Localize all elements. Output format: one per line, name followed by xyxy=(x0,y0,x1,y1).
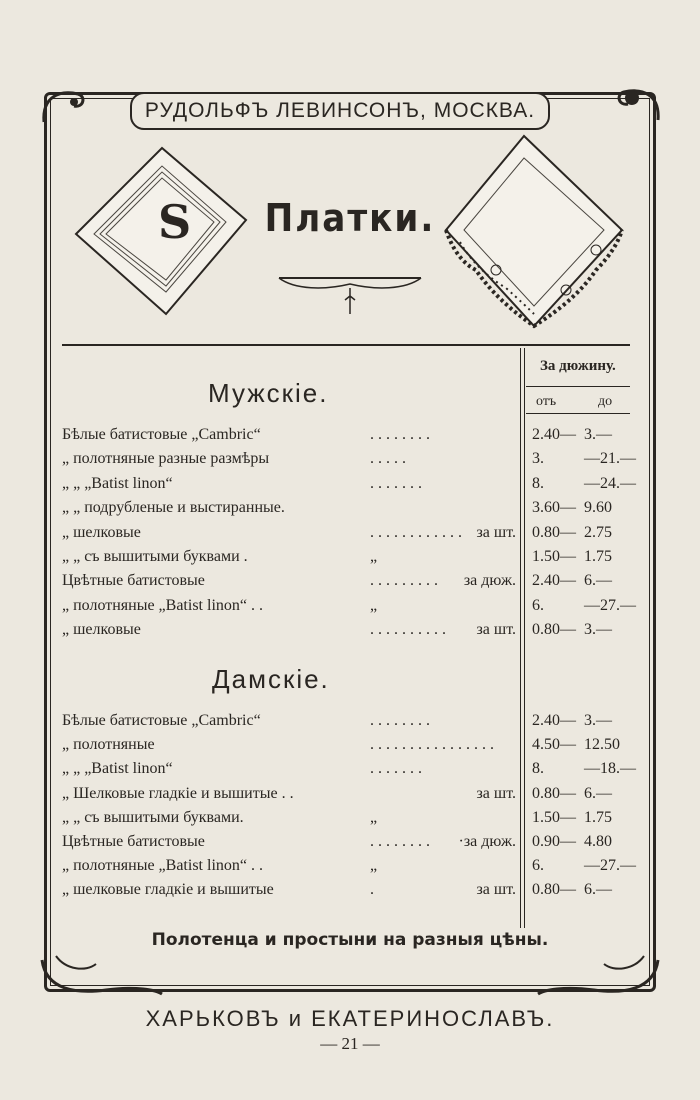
list-item xyxy=(62,548,518,570)
item-description: „ „ съ вышитыми буквами. xyxy=(62,809,244,826)
price-from: 2.40— xyxy=(532,426,576,443)
item-description: „ полотняные „Batist linon“ . . xyxy=(62,597,263,614)
list-item xyxy=(62,736,518,758)
list-item xyxy=(62,597,518,619)
item-description: „ шелковые гладкіе и вышитые xyxy=(62,881,274,898)
section-heading-women: Дамскіе. xyxy=(212,664,330,694)
price-from: 8. xyxy=(532,475,544,492)
price-from-heading: отъ xyxy=(536,394,557,409)
price-from: 6. xyxy=(532,597,544,614)
item-description: „ шелковые xyxy=(62,524,141,541)
price-subheading-rule-top xyxy=(526,386,630,387)
item-description: „ полотняные разные размѣры xyxy=(62,450,270,467)
item-unit: за шт. xyxy=(476,524,516,541)
item-leader-dots: . . . . . . . . . xyxy=(370,572,438,589)
item-description: „ полотняные xyxy=(62,736,155,753)
list-item xyxy=(62,833,518,855)
footer-note: Полотенца и простыни на разныя цѣны. xyxy=(151,930,549,950)
item-description: „ Шелковые гладкіе и вышитые . . xyxy=(62,785,294,802)
corner-flourish-bottom-right-icon xyxy=(534,950,664,1000)
list-item xyxy=(62,426,518,448)
list-item xyxy=(62,621,518,643)
corner-flourish-top-left-icon xyxy=(40,86,90,126)
price-to: 1.75 xyxy=(584,809,612,826)
price-to: 12.50 xyxy=(584,736,620,753)
price-column-rule-inner xyxy=(524,348,525,928)
item-leader-dots: . . . . . . . . . . . . xyxy=(370,524,462,541)
item-leader-dots: „ xyxy=(370,857,378,874)
item-leader-dots: . . . . . . . . . . xyxy=(370,621,446,638)
item-unit: за шт. xyxy=(476,881,516,898)
item-leader-dots: . . . . . . . . xyxy=(370,833,430,850)
page-title: Платки. xyxy=(264,196,436,240)
item-description: „ „ съ вышитыми буквами . xyxy=(62,548,248,565)
price-to: —18.— xyxy=(584,760,636,777)
list-item xyxy=(62,475,518,497)
price-to-heading: до xyxy=(598,394,613,409)
list-item xyxy=(62,450,518,472)
item-unit: ·за дюж. xyxy=(458,833,516,850)
item-leader-dots: . . . . . . . . xyxy=(370,426,430,443)
price-to: 3.— xyxy=(584,426,612,443)
price-to: —27.— xyxy=(584,857,636,874)
price-column-rule xyxy=(520,348,521,928)
page-number: — 21 — xyxy=(320,1034,380,1053)
lace-handkerchief-icon xyxy=(436,130,632,334)
item-leader-dots: „ xyxy=(370,597,378,614)
item-description: „ полотняные „Batist linon“ . . xyxy=(62,857,263,874)
item-description: Бѣлые батистовые „Cambric“ xyxy=(62,712,261,729)
item-description: Цвѣтные батистовые xyxy=(62,572,205,589)
price-from: 8. xyxy=(532,760,544,777)
list-item xyxy=(62,760,518,782)
price-from: 6. xyxy=(532,857,544,874)
price-to: 6.— xyxy=(584,881,612,898)
company-header xyxy=(130,92,550,130)
corner-flourish-top-right-icon xyxy=(612,84,662,124)
item-description: „ „ „Batist linon“ xyxy=(62,475,173,492)
price-column-heading: За дюжину. xyxy=(540,358,616,374)
item-description: „ „ подрубленые и выстиранные. xyxy=(62,499,285,516)
price-to: —27.— xyxy=(584,597,636,614)
price-to: 1.75 xyxy=(584,548,612,565)
item-leader-dots: „ xyxy=(370,809,378,826)
list-item xyxy=(62,809,518,831)
price-from: 2.40— xyxy=(532,572,576,589)
item-leader-dots: . . . . . . . . xyxy=(370,712,430,729)
price-to: 6.— xyxy=(584,572,612,589)
item-leader-dots: . . . . . . . xyxy=(370,475,422,492)
item-leader-dots: . . . . . xyxy=(370,450,406,467)
list-item xyxy=(62,524,518,546)
item-description: „ шелковые xyxy=(62,621,141,638)
list-item xyxy=(62,881,518,903)
price-subheading-rule-bottom xyxy=(526,413,630,414)
price-from: 3. xyxy=(532,450,544,467)
price-to: 3.— xyxy=(584,621,612,638)
item-unit: за шт. xyxy=(476,621,516,638)
section-heading-men: Мужскіе. xyxy=(208,378,329,408)
item-leader-dots: . xyxy=(370,881,374,898)
item-description: Бѣлые батистовые „Cambric“ xyxy=(62,426,261,443)
cities-line: ХАРЬКОВЪ и ЕКАТЕРИНОСЛАВЪ. xyxy=(145,1006,555,1031)
table-top-rule xyxy=(62,344,630,346)
price-from: 0.80— xyxy=(532,524,576,541)
price-from: 1.50— xyxy=(532,548,576,565)
price-from: 0.80— xyxy=(532,621,576,638)
list-item xyxy=(62,712,518,734)
list-item xyxy=(62,857,518,879)
company-name: РУДОЛЬФЪ ЛЕВИНСОНЪ, МОСКВА. xyxy=(144,99,536,122)
price-from: 3.60— xyxy=(532,499,576,516)
price-to: 4.80 xyxy=(584,833,612,850)
monogram-handkerchief-icon xyxy=(70,142,250,322)
price-from: 2.40— xyxy=(532,712,576,729)
item-description: Цвѣтные батистовые xyxy=(62,833,205,850)
title-ornament-icon xyxy=(275,268,425,318)
price-to: 2.75 xyxy=(584,524,612,541)
price-from: 4.50— xyxy=(532,736,576,753)
price-to: 3.— xyxy=(584,712,612,729)
price-to: 9.60 xyxy=(584,499,612,516)
item-description: „ „ „Batist linon“ xyxy=(62,760,173,777)
corner-flourish-bottom-left-icon xyxy=(36,950,166,1000)
price-from: 0.80— xyxy=(532,881,576,898)
item-leader-dots: . . . . . . . . . . . . . . . . xyxy=(370,736,494,753)
price-from: 0.90— xyxy=(532,833,576,850)
price-to: 6.— xyxy=(584,785,612,802)
price-from: 0.80— xyxy=(532,785,576,802)
monogram-letter: S xyxy=(158,195,192,249)
price-to: —21.— xyxy=(584,450,636,467)
item-unit: за шт. xyxy=(476,785,516,802)
price-to: —24.— xyxy=(584,475,636,492)
item-leader-dots: . . . . . . . xyxy=(370,760,422,777)
item-leader-dots: „ xyxy=(370,548,378,565)
list-item xyxy=(62,572,518,594)
list-item xyxy=(62,499,518,521)
price-from: 1.50— xyxy=(532,809,576,826)
list-item xyxy=(62,785,518,807)
item-unit: за дюж. xyxy=(463,572,516,589)
